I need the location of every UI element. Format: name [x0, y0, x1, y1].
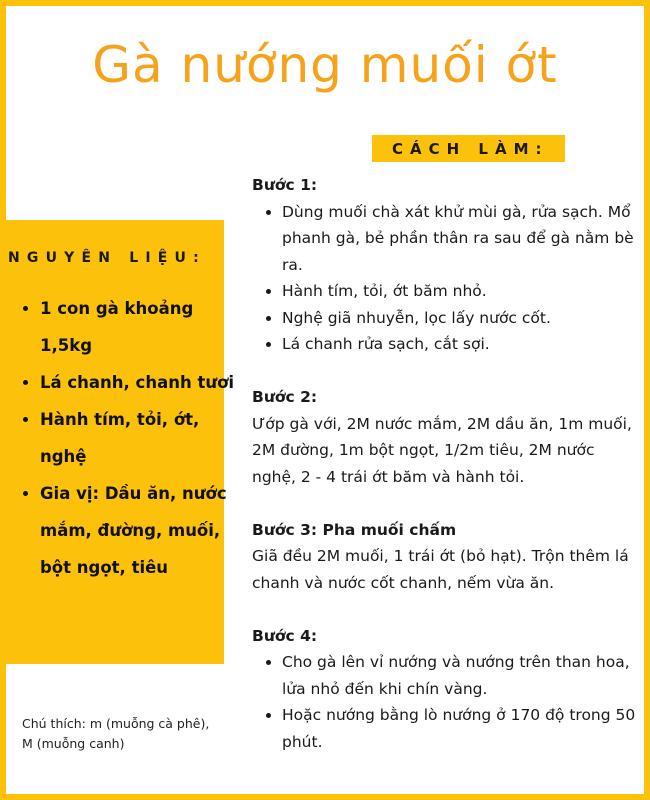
ingredients-list [18, 290, 240, 586]
step-1-item: • Nghệ giã nhuyễn, lọc lấy nước cốt. [282, 305, 637, 332]
step-2 [252, 384, 637, 490]
step-1 [252, 172, 637, 358]
step-3-text: Giã đều 2M muối, 1 trái ớt (bỏ hạt). Trộn thêm lá chanh và nước cốt chanh, nếm vừa ăn. [252, 547, 629, 592]
ingredient-item: • 1 con gà khoảng 1,5kg [40, 290, 240, 364]
step-1-item: • Dùng muối chà xát khử mùi gà, rửa sạch. Mổ phanh gà, bẻ phần thân ra sau để gà nằm bè ra. [282, 199, 637, 279]
ingredient-item: • Lá chanh, chanh tươi [40, 364, 240, 401]
measurement-note: Chú thích: m (muỗng cà phê), M (muỗng canh) [22, 716, 210, 751]
step-1-item: • Lá chanh rửa sạch, cắt sợi. [282, 331, 637, 358]
steps-section [252, 172, 637, 782]
step-4-title: Bước 4: [252, 626, 318, 645]
step-4 [252, 623, 637, 756]
ingredients-panel [0, 220, 235, 664]
method-heading: CÁCH LÀM: [372, 135, 565, 162]
ingredient-item: • Hành tím, tỏi, ớt, nghệ [40, 401, 240, 475]
step-1-title: Bước 1: [252, 176, 318, 194]
ingredient-item: • Gia vị: Dầu ăn, nước mắm, đường, muối, bột ngọt, tiêu [40, 475, 240, 586]
step-4-list [252, 649, 637, 755]
ingredients-heading: NGUYÊN LIỆU: [8, 250, 206, 266]
recipe-title: Gà nướng muối ớt [92, 36, 558, 94]
step-1-list [252, 199, 637, 358]
step-4-item: • Cho gà lên vỉ nướng và nướng trên than hoa, lửa nhỏ đến khi chín vàng. [282, 649, 637, 702]
step-3-title: Bước 3: Pha muối chấm [252, 520, 457, 539]
step-3 [252, 517, 637, 597]
step-1-item: • Hành tím, tỏi, ớt băm nhỏ. [282, 278, 637, 305]
step-2-text: Ướp gà với, 2M nước mắm, 2M dầu ăn, 1m muối, 2M đường, 1m bột ngọt, 1/2m tiêu, 2M nước nghệ, 2 - 4 trái ớt băm và hành tỏi. [252, 414, 632, 486]
step-4-item: • Hoặc nướng bằng lò nướng ở 170 độ trong 50 phút. [282, 702, 637, 755]
step-2-title: Bước 2: [252, 388, 318, 406]
